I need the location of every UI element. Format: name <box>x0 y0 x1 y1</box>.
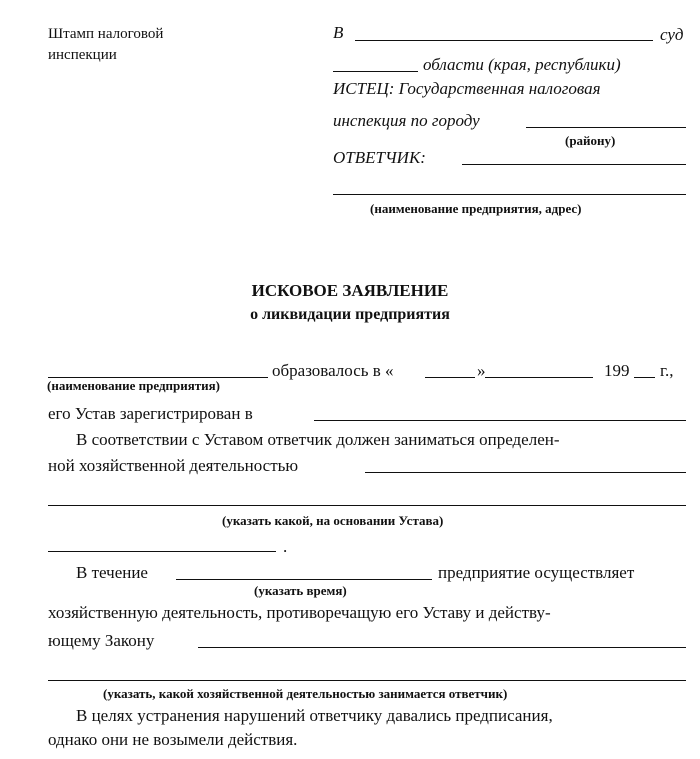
activity-end-dot: . <box>283 537 288 556</box>
law-violation-field[interactable] <box>198 647 686 648</box>
activity-field-3[interactable] <box>48 551 276 552</box>
law-violation-field-2[interactable] <box>48 680 686 681</box>
founded-label: образовалось в « <box>272 361 394 380</box>
year-prefix: 199 <box>604 361 630 380</box>
founded-day-field[interactable] <box>425 377 475 378</box>
inspection-city-label: инспекция по городу <box>333 111 480 130</box>
enterprise-operates-label: предприятие осуществляет <box>438 563 635 582</box>
court-suffix: суд <box>660 25 684 44</box>
stamp-label-line2: инспекции <box>48 47 117 63</box>
court-name-field[interactable] <box>355 40 653 41</box>
contrary-activity-text: хозяйственную деятельность, противоречащую его Уставу и действу- <box>48 603 551 622</box>
founded-month-field[interactable] <box>485 377 593 378</box>
charter-registered-field[interactable] <box>314 420 686 421</box>
no-effect-text: однако они не возымели действия. <box>48 730 298 749</box>
law-label: ющему Закону <box>48 631 155 650</box>
city-field[interactable] <box>526 127 686 128</box>
court-prefix: В <box>333 23 344 42</box>
plaintiff-label: ИСТЕЦ: Государственная налоговая <box>333 79 601 98</box>
region-label: области (края, республики) <box>423 55 621 74</box>
charter-registered-label: его Устав зарегистрирован в <box>48 404 253 423</box>
activity-caption: (указать какой, на основании Устава) <box>222 513 444 528</box>
document-subtitle: о ликвидации предприятия <box>250 306 450 323</box>
founded-year-field[interactable] <box>634 377 655 378</box>
quote-close: » <box>477 361 486 380</box>
charter-activity-text: В соответствии с Уставом ответчик должен заниматься определен- <box>76 430 560 449</box>
region-name-field[interactable] <box>333 71 418 72</box>
defendant-address-field[interactable] <box>333 194 686 195</box>
enterprise-address-caption: (наименование предприятия, адрес) <box>370 201 582 216</box>
district-caption: (району) <box>565 133 616 148</box>
document-title: ИСКОВОЕ ЗАЯВЛЕНИЕ <box>251 281 449 300</box>
defendant-field[interactable] <box>462 164 686 165</box>
period-caption: (указать время) <box>254 583 347 598</box>
economic-activity-label: ной хозяйственной деятельностью <box>48 456 299 475</box>
activity-field-2[interactable] <box>48 505 686 506</box>
orders-text: В целях устранения нарушений ответчику давались предписания, <box>76 706 553 725</box>
period-field[interactable] <box>176 579 432 580</box>
stamp-label-line1: Штамп налоговой <box>48 26 164 42</box>
defendant-label: ОТВЕТЧИК: <box>333 148 426 167</box>
enterprise-name-caption: (наименование предприятия) <box>47 378 220 393</box>
violation-caption: (указать, какой хозяйственной деятельностью занимается ответчик) <box>103 686 508 701</box>
during-label: В течение <box>76 563 148 582</box>
activity-field[interactable] <box>365 472 686 473</box>
year-suffix: г., <box>660 361 674 380</box>
